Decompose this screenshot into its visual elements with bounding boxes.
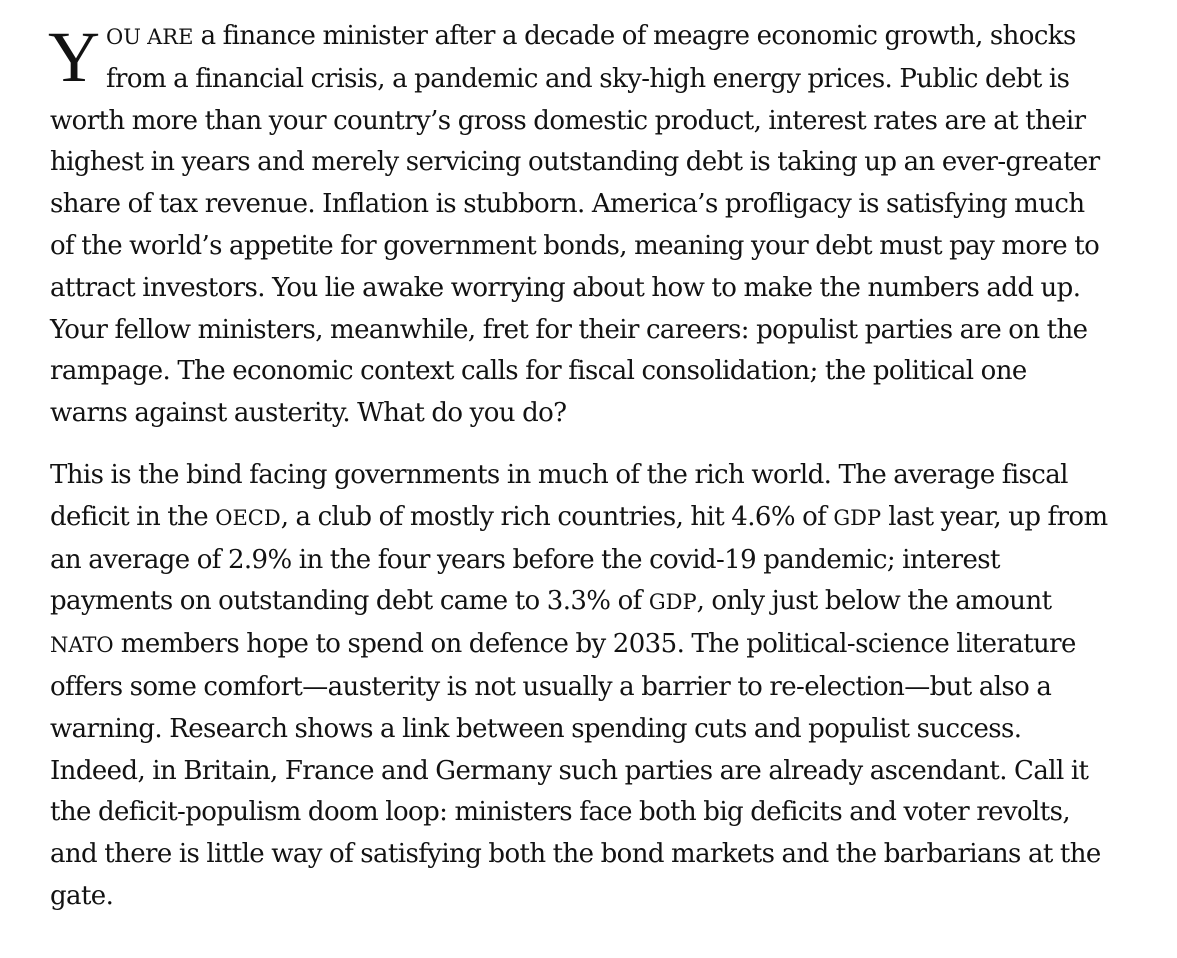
abbr-gdp: GDP — [833, 505, 882, 530]
abbr-oecd: OECD — [215, 505, 281, 530]
article-paragraph-2 — [50, 455, 1110, 918]
paragraph-2-text-part-1: This is the bind facing governments in much of the rich world. The average fiscal deficit in the — [50, 459, 1068, 532]
paragraph-2-text-part-3: last year, up from an average of 2.9% in the four years before the covid-19 pandemic; interest payments on outstanding debt came to 3.3% of — [50, 501, 1108, 617]
abbr-gdp: GDP — [648, 590, 697, 615]
paragraph-2-text-part-2: , a club of mostly rich countries, hit 4.6% of — [280, 501, 834, 532]
article-paragraph-1 — [50, 16, 1110, 435]
lead-in-small-caps: OU ARE — [106, 25, 194, 49]
drop-cap: Y — [48, 17, 100, 97]
abbr-nato: NATO — [50, 633, 114, 658]
paragraph-2-text-part-4: , only just below the amount — [696, 586, 1052, 617]
paragraph-2-text-part-5: members hope to spend on defence by 2035. The political-science literature offers some comfort—austerity is not usually a barrier to re-election—but also a warning. Research shows a link between spending cuts and populist success. Indeed, in Britain, France and Germany such parties are already ascendant. Call it the deficit-populism doom loop: ministers face both big deficits and voter revolts, and there is little way of satisfying both the bond markets and the barbarians at the gate. — [50, 629, 1101, 911]
article-body — [50, 16, 1110, 918]
paragraph-1-text: a finance minister after a decade of meagre economic growth, shocks from a financial crisis, a pandemic and sky-high energy prices. Public debt is worth more than your country’s gross domestic product, interest rates are at their highest in years and merely servicing outstanding debt is taking up an ever-greater share of tax revenue. Inflation is stubborn. America’s profligacy is satisfying much of the world’s appetite for government bonds, meaning your debt must pay more to attract investors. You lie awake worrying about how to make the numbers add up. Your fellow ministers, meanwhile, fret for their careers: populist parties are on the rampage. The economic context calls for fiscal consolidation; the political one warns against austerity. What do you do? — [50, 21, 1100, 429]
